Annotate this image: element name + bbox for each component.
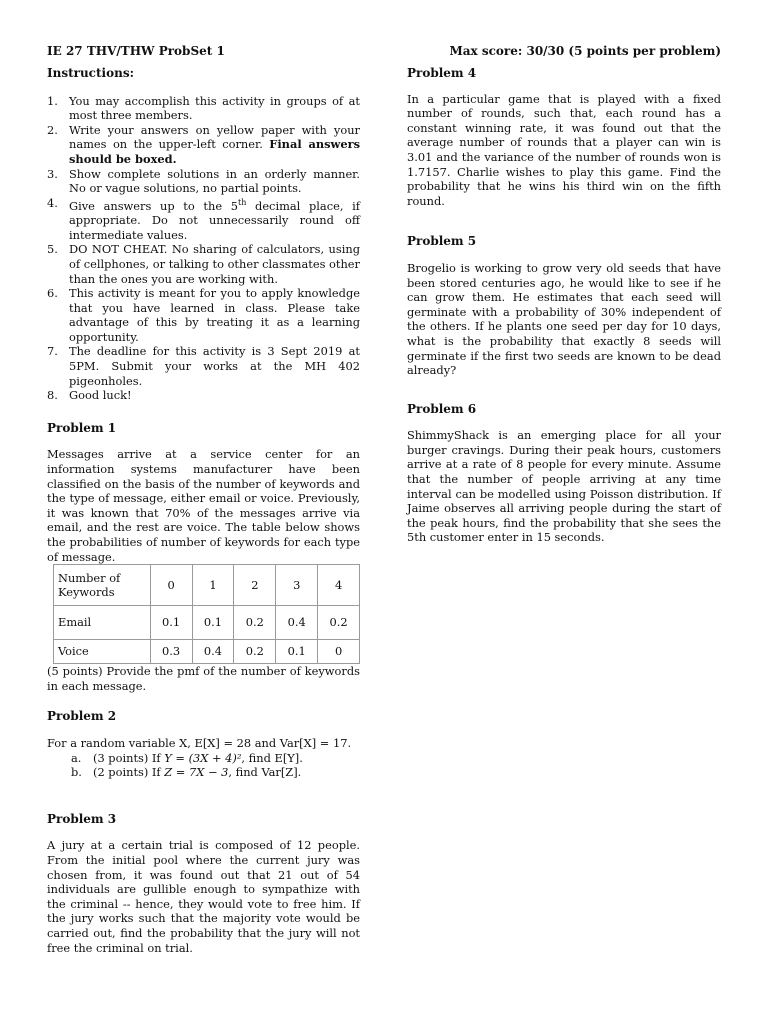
table-cell: Voice [54,640,151,664]
table-cell: 3 [276,565,318,606]
part-label: b. [71,765,82,780]
table-cell: 0.3 [150,640,192,664]
problem2-text: For a random variable X, E[X] = 28 and Var[X] = 17. [47,735,352,750]
part-text: (3 points) If [93,750,165,765]
problem1-title: Problem 1 [47,420,117,435]
problem1-question: (5 points) Provide the pmf of the number of keywords in each message. [47,664,360,693]
item-text: DO NOT CHEAT. No sharing of calculators, using of cellphones, or talking to other classmates other than the ones you are working with. [69,242,360,286]
left-column [47,66,360,955]
table-row [54,606,360,640]
item-text: Show complete solutions in an orderly manner. No or vague solutions, no partial points. [69,166,360,196]
table-cell: Email [54,606,151,640]
item-number: 6. [47,286,58,301]
instruction-item [47,167,360,196]
item-superscript: th [237,197,247,207]
table-cell: 0.4 [192,640,234,664]
instructions-title: Instructions: [47,66,135,80]
part-text: (2 points) If [93,765,165,780]
instruction-item [47,242,360,286]
document-header-right: Max score: 30/30 (5 points per problem) [449,44,721,58]
problem2-part-b [71,765,360,780]
table-cell: 0.2 [234,606,276,640]
problem4-title: Problem 4 [407,66,477,80]
instruction-item [47,196,360,243]
instruction-item [47,123,360,167]
problem6-text: ShimmyShack is an emerging place for all your burger cravings. During their peak hours, customers arrive at a rate of 8 people for every minute. Assume that the number of people arriving at any time interval can be modelled using Poisson distribution. If Jaime observes all arriving people during the start of the peak hours, find the probability that she sees the 5th customer enter in 15 seconds. [407,428,721,545]
item-number: 8. [47,388,58,403]
problem4-text: In a particular game that is played with a fixed number of rounds, such that, each round has a constant winning rate, it was found out that the average number of rounds that a player can win is 3.01 and the variance of the number of rounds won is 1.7157. Charlie wishes to play this game. Find the probability that he wins his third win on the fifth round. [407,91,721,208]
table-cell: 2 [234,565,276,606]
table-cell: 0.1 [150,606,192,640]
item-number: 3. [47,166,58,181]
instructions-list [47,94,360,403]
table-cell: 0 [318,640,360,664]
part-math: Y = (3X + 4)² [164,750,242,765]
problem5-title: Problem 5 [407,234,477,249]
item-text: Give answers up to the 5 [69,198,238,213]
document-header-left: IE 27 THV/THW ProbSet 1 [47,44,225,58]
table-cell: Number of Keywords [54,565,151,606]
table-cell: 0.2 [318,606,360,640]
instruction-item [47,94,360,123]
item-text: The deadline for this activity is 3 Sept 2019 at 5PM. Submit your works at the MH 402 pigeonholes. [69,344,360,388]
item-number: 2. [47,122,58,137]
right-column [407,66,721,545]
item-text: Good luck! [69,388,132,403]
problem2-part-a [71,751,360,766]
problem2-title: Problem 2 [47,709,117,724]
table-header-row [54,565,360,606]
problem2-subparts [47,751,360,780]
item-number: 7. [47,344,58,359]
part-text: , find Var[Z]. [228,765,302,780]
table-cell: 0.1 [192,606,234,640]
table-cell: 0.2 [234,640,276,664]
part-label: a. [71,750,82,765]
item-number: 1. [47,93,58,108]
item-text: Write your answers on yellow paper with your names on the upper-left corner. [69,122,360,152]
table-cell: 1 [192,565,234,606]
item-number: 5. [47,242,58,257]
problem6-title: Problem 6 [407,401,477,416]
problem3-text: A jury at a certain trial is composed of 12 people. From the initial pool where the current jury was chosen from, it was found out that 21 out of 54 individuals are gullible enough to sympathize with the criminal -- hence, they would vote to free him. If the jury works such that the majority vote would be carried out, find the probability that the jury will not free the criminal on trial. [47,838,360,955]
instruction-item [47,344,360,388]
table-row [54,640,360,664]
item-text-bold: Final answers should be boxed. [69,137,360,166]
table-cell: 4 [318,565,360,606]
keywords-table [53,564,360,664]
problem5-text: Brogelio is working to grow very old seeds that have been stored centuries ago, he would like to see if he can grow them. He estimates that each seed will germinate with a probability of 30% independent of the others. If he plants one seed per day for 10 days, what is the probability that exactly 8 seeds will germinate if the first two seeds are known to be dead already? [407,260,721,378]
table-cell: 0.4 [276,606,318,640]
item-text: decimal place, if appropriate. Do not unnecessarily round off intermediate values. [69,198,360,242]
item-text: You may accomplish this activity in groups of at most three members. [69,93,360,123]
problem1-text: Messages arrive at a service center for an information systems manufacturer have been classified on the basis of the number of keywords and the type of message, either email or voice. Previously, it was known that 70% of the messages arrive via email, and the rest are voice. The table below shows the probabilities of number of keywords for each type of message. [47,447,360,564]
part-math: Z = 7X − 3 [164,765,229,780]
instruction-item [47,388,360,403]
item-number: 4. [47,195,58,210]
part-text: , find E[Y]. [241,750,303,765]
item-text: This activity is meant for you to apply knowledge that you have learned in class. Please take advantage of this by treating it as a learning opportunity. [69,286,360,344]
instruction-item [47,286,360,344]
table-cell: 0.1 [276,640,318,664]
table-cell: 0 [150,565,192,606]
problem3-title: Problem 3 [47,811,117,826]
